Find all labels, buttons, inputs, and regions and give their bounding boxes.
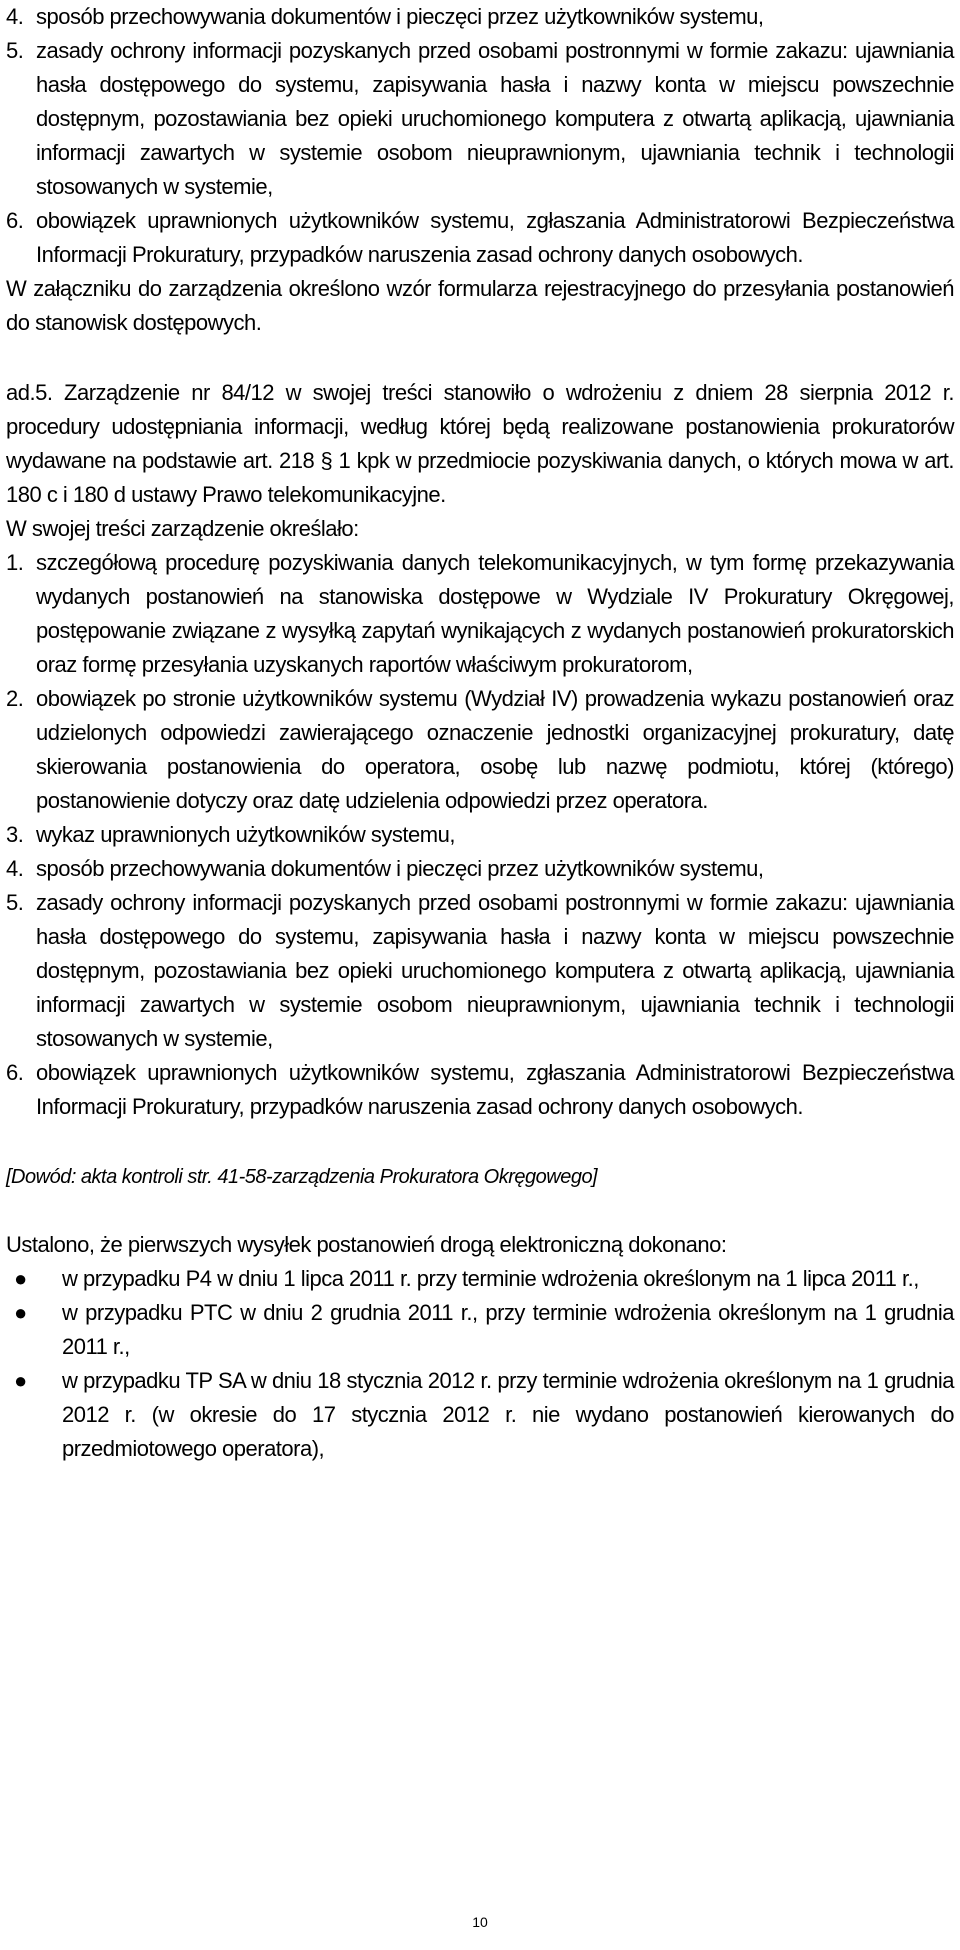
list-item xyxy=(6,204,954,272)
list-item xyxy=(6,818,954,852)
list-text: obowiązek uprawnionych użytkowników systemu, zgłaszania Administratorowi Bezpieczeństwa Informacji Prokuratury, przypadków naruszenia zasad ochrony danych osobowych. xyxy=(36,208,954,267)
bullet-text: w przypadku TP SA w dniu 18 stycznia 2012 r. przy terminie wdrożenia określonym na 1 grudnia 2012 r. (w okresie do 17 stycznia 2012 r. nie wydano postanowień kierowanych do przedmiotowego operatora), xyxy=(62,1368,954,1461)
list-item xyxy=(6,852,954,886)
list-text: zasady ochrony informacji pozyskanych przed osobami postronnymi w formie zakazu: ujawniania hasła dostępowego do systemu, zapisywania hasła i nazwy konta w miejscu powszechnie dostępnym, pozostawiania bez opieki uruchomionego komputera z otwartą aplikacją, ujawniania informacji zawartych w systemie osobom nieuprawnionym, ujawniania technik i technologii stosowanych w systemie, xyxy=(36,38,954,199)
attachment-paragraph: W załączniku do zarządzenia określono wzór formularza rejestracyjnego do przesyłania postanowień do stanowisk dostępowych. xyxy=(6,276,954,335)
bullet-item xyxy=(6,1296,954,1364)
ad5-intro: W swojej treści zarządzenie określało: xyxy=(6,516,359,541)
list-item xyxy=(6,0,954,34)
bullet-icon: ● xyxy=(14,1300,27,1325)
ad5-paragraph: ad.5. Zarządzenie nr 84/12 w swojej treści stanowiło o wdrożeniu z dniem 28 sierpnia 2012 r. procedury udostępniania informacji, według której będą realizowane postanowienia prokuratorów wydawane na podstawie art. 218 § 1 kpk w przedmiocie pozyskiwania danych, o których mowa w art. 180 c i 180 d ustawy Prawo telekomunikacyjne. xyxy=(6,380,954,507)
evidence-note: [Dowód: akta kontroli str. 41-58-zarządzenia Prokuratora Okręgowego] xyxy=(6,1166,598,1188)
findings-list xyxy=(6,1262,954,1466)
list-number: 4. xyxy=(6,4,24,29)
list-text: obowiązek uprawnionych użytkowników systemu, zgłaszania Administratorowi Bezpieczeństwa Informacji Prokuratury, przypadków naruszenia zasad ochrony danych osobowych. xyxy=(36,1060,954,1119)
list-text: obowiązek po stronie użytkowników systemu (Wydział IV) prowadzenia wykazu postanowień oraz udzielonych odpowiedzi zawierającego oznaczenie jednostki organizacyjnej prokuratury, datę skierowania postanowienia do operatora, osobę lub nazwę podmiotu, której (którego) postanowienie dotyczy oraz datę udzielenia odpowiedzi przez operatora. xyxy=(36,686,954,813)
list-number: 5. xyxy=(6,38,24,63)
list-text: wykaz uprawnionych użytkowników systemu, xyxy=(36,822,455,847)
list-text: sposób przechowywania dokumentów i pieczęci przez użytkowników systemu, xyxy=(36,856,764,881)
bullet-item xyxy=(6,1262,954,1296)
list-text: zasady ochrony informacji pozyskanych przed osobami postronnymi w formie zakazu: ujawniania hasła dostępowego do systemu, zapisywania hasła i nazwy konta w miejscu powszechnie dostępnym, pozostawiania bez opieki uruchomionego komputera z otwartą aplikacją, ujawniania informacji zawartych w systemie osobom nieuprawnionym, ujawniania technik i technologii stosowanych w systemie, xyxy=(36,890,954,1051)
list-number: 3. xyxy=(6,822,24,847)
bullet-text: w przypadku P4 w dniu 1 lipca 2011 r. przy terminie wdrożenia określonym na 1 lipca 2011 r., xyxy=(62,1266,919,1291)
bullet-icon: ● xyxy=(14,1368,27,1393)
ad5-list xyxy=(6,546,954,1124)
list-number: 1. xyxy=(6,550,24,575)
bullet-icon: ● xyxy=(14,1266,27,1291)
list-number: 6. xyxy=(6,208,24,233)
list-item xyxy=(6,1056,954,1124)
list-item xyxy=(6,886,954,1056)
bullet-text: w przypadku PTC w dniu 2 grudnia 2011 r., przy terminie wdrożenia określonym na 1 grudnia 2011 r., xyxy=(62,1300,954,1359)
page-number: 10 xyxy=(472,1914,488,1930)
list-text: sposób przechowywania dokumentów i pieczęci przez użytkowników systemu, xyxy=(36,4,764,29)
list-text: szczegółową procedurę pozyskiwania danych telekomunikacyjnych, w tym formę przekazywania wydanych postanowień na stanowiska dostępowe w Wydziale IV Prokuratury Okręgowej, postępowanie związane z wysyłką zapytań wynikających z wydanych postanowień prokuratorskich oraz formę przesyłania uzyskanych raportów właściwym prokuratorom, xyxy=(36,550,954,677)
document-body xyxy=(6,0,954,1466)
list-continued xyxy=(6,0,954,272)
list-number: 4. xyxy=(6,856,24,881)
list-item xyxy=(6,34,954,204)
list-number: 2. xyxy=(6,686,24,711)
list-number: 6. xyxy=(6,1060,24,1085)
findings-intro: Ustalono, że pierwszych wysyłek postanowień drogą elektroniczną dokonano: xyxy=(6,1232,727,1257)
list-number: 5. xyxy=(6,890,24,915)
bullet-item xyxy=(6,1364,954,1466)
list-item xyxy=(6,682,954,818)
list-item xyxy=(6,546,954,682)
